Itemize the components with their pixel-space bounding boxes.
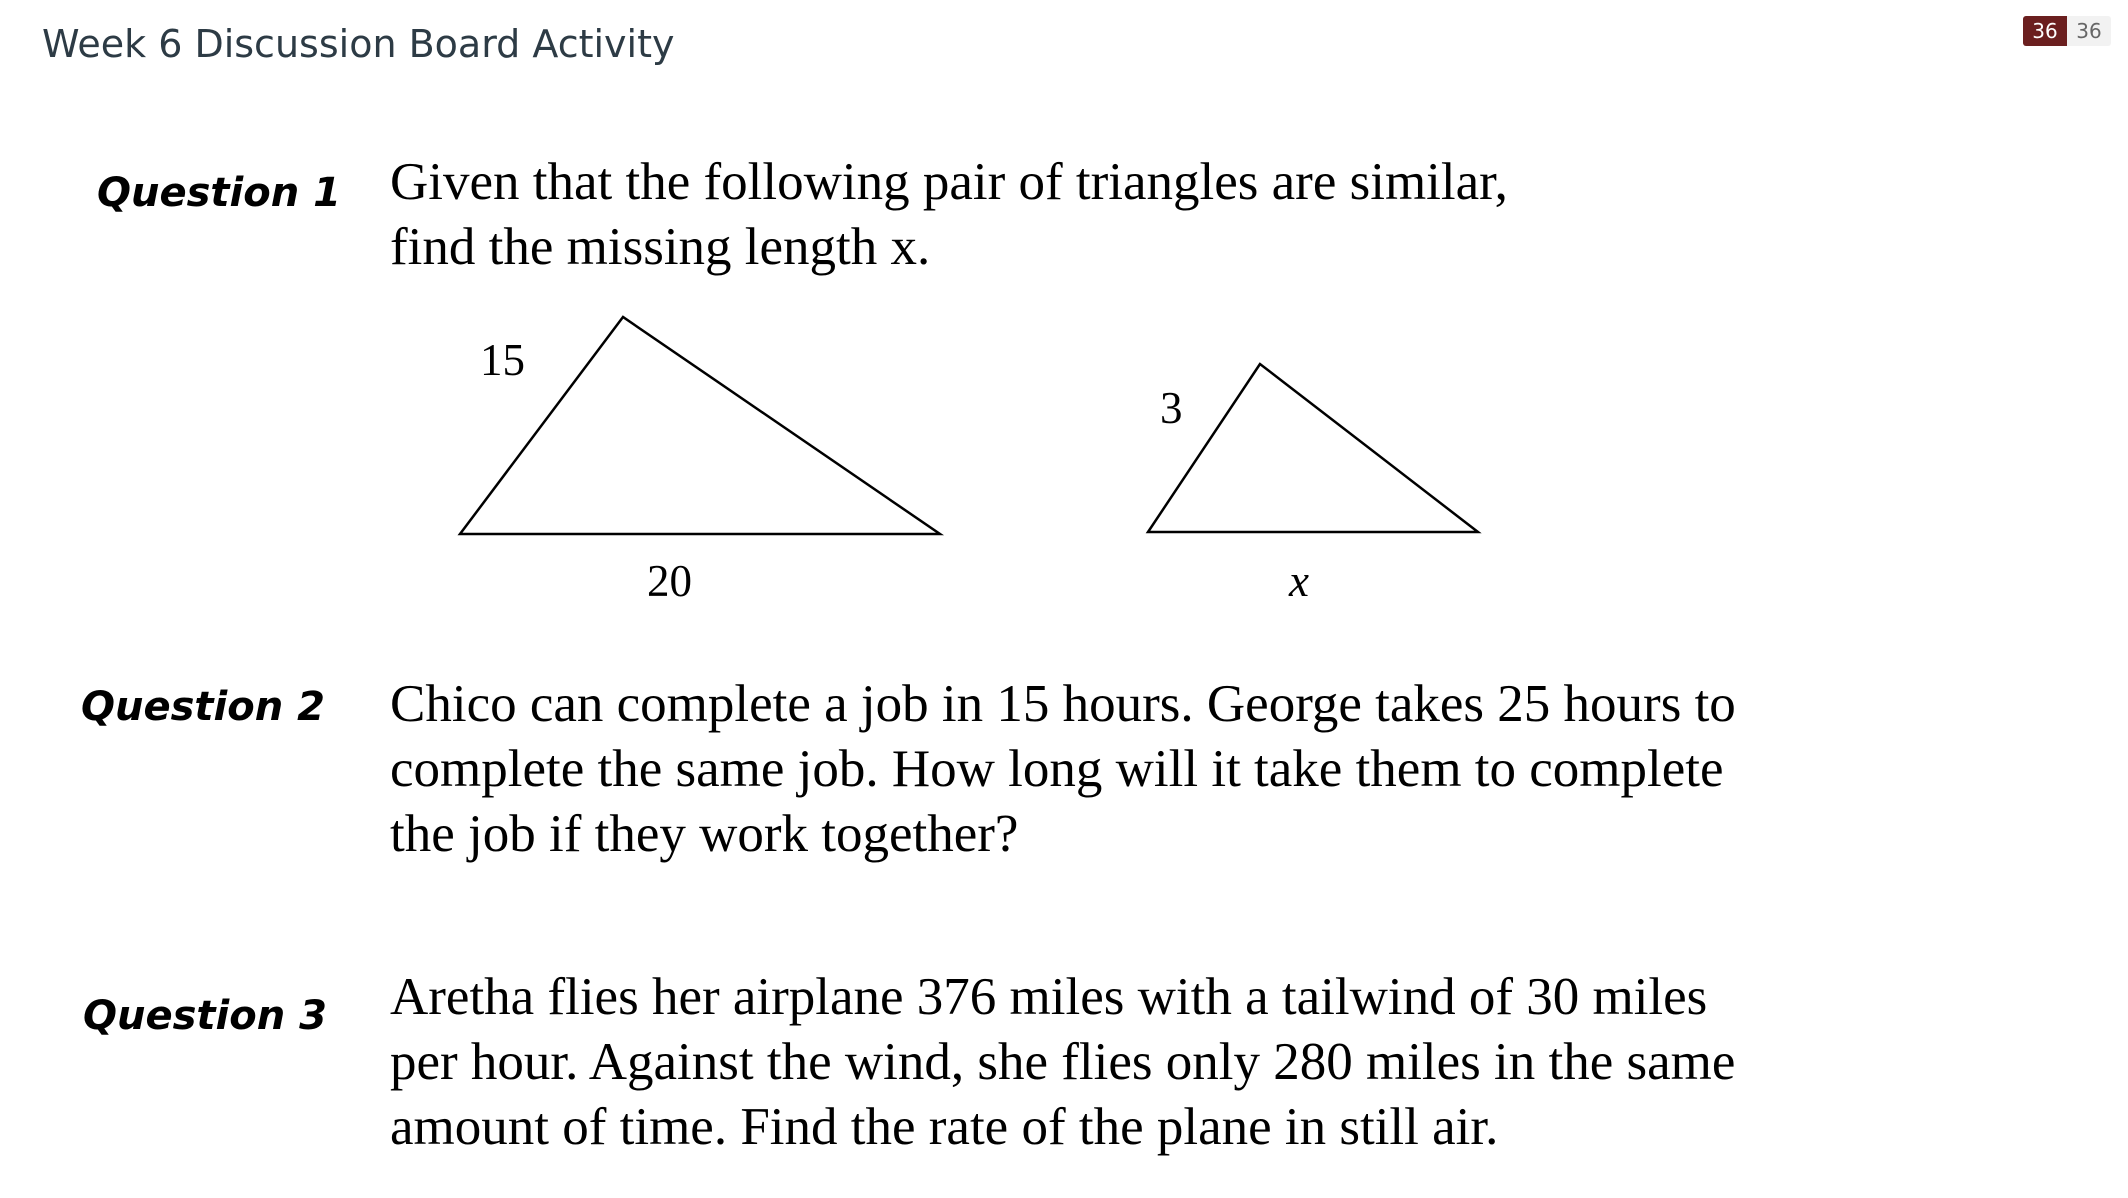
question-2-line: the job if they work together? — [390, 805, 1019, 863]
question-2-text — [390, 672, 1736, 867]
question-3-line: amount of time. Find the rate of the plane in still air. — [390, 1098, 1499, 1156]
total-pages: 36 — [2067, 16, 2111, 46]
question-3-text — [390, 965, 1735, 1160]
large-triangle-side-label: 15 — [480, 335, 525, 385]
question-3-line: per hour. Against the wind, she flies only 280 miles in the same — [390, 1033, 1736, 1091]
question-2-line: complete the same job. How long will it take them to complete — [390, 740, 1724, 798]
small-triangle-side-label: 3 — [1160, 383, 1183, 433]
question-2-label: Question 2 — [81, 684, 325, 730]
question-1-line: find the missing length x. — [390, 218, 931, 276]
slide-title: Week 6 Discussion Board Activity — [42, 22, 675, 66]
question-3-label: Question 3 — [83, 993, 327, 1039]
question-1-line: Given that the following pair of triangles are similar, — [390, 153, 1508, 211]
question-1-label: Question 1 — [97, 170, 341, 216]
large-triangle-base-label: 20 — [647, 556, 692, 606]
small-triangle — [1148, 364, 1478, 532]
small-triangle-base-label: x — [1289, 556, 1309, 606]
question-3-line: Aretha flies her airplane 376 miles with a tailwind of 30 miles — [390, 968, 1708, 1026]
question-2-line: Chico can complete a job in 15 hours. George takes 25 hours to — [390, 675, 1736, 733]
current-page-badge: 36 — [2023, 16, 2067, 46]
large-triangle — [460, 317, 940, 534]
